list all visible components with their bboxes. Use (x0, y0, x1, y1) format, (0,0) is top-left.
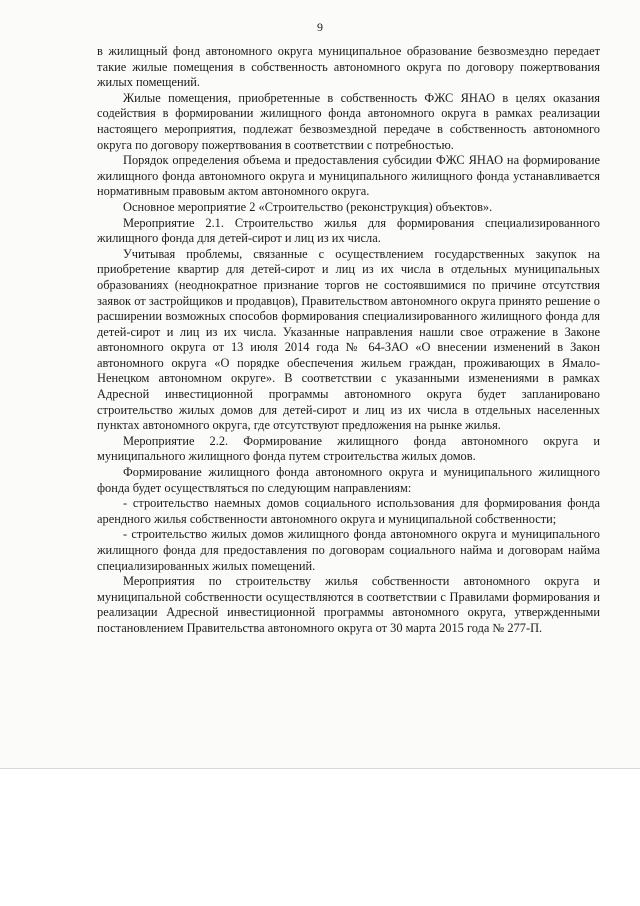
list-item-rental-housing: - строительство наемных домов социального использования для формирования фонда арендного жилья собственности автономного округа и муниципальной собственности; (97, 496, 600, 526)
blank-area (0, 769, 640, 906)
paragraph-housing-transfer: Жилые помещения, приобретенные в собственность ФЖС ЯНАО в целях оказания содействия в формировании жилищного фонда автономного округа в рамках реализации настоящего мероприятия, подлежат безвозмездной передаче в собственность автономного округа по договору пожертвования в соответствии с потребностью. (97, 90, 600, 152)
paragraph-directions-intro: Формирование жилищного фонда автономного округа и муниципального жилищного фонда будет осуществляться по следующим направлениям: (97, 465, 600, 495)
page-body (97, 44, 600, 637)
list-item-social-housing: - строительство жилых домов жилищного фонда автономного округа и муниципального жилищного фонда для предоставления по договорам социального найма и договорам найма специализированных жилых помещений. (97, 527, 600, 573)
paragraph-continuation: в жилищный фонд автономного округа муниципальное образование безвозмездно передает такие жилые помещения в собственность автономного округа по договору пожертвования жилых помещений. (97, 44, 600, 90)
paragraph-procurement-problems: Учитывая проблемы, связанные с осуществлением государственных закупок на приобретение квартир для детей-сирот и лиц из их числа в отдельных муниципальных образованиях (неоднократное признание торгов не состоявшимися по причине отсутствия заявок от застройщиков и продавцов), Правительством автономного округа принято решение о расширении возможных способов формирования специализированного жилищного фонда для детей-сирот и лиц из их числа. Указанные направления нашли свое отражение в Законе автономного округа от 13 июля 2014 года № 64-ЗАО «О внесении изменений в Закон автономного округа «О порядке обеспечения жильем граждан, проживающих в Ямало-Ненецком автономном округе». В соответствии с указанными изменениями в рамках Адресной инвестиционной программы автономного округа будет запланировано строительство жилых домов для детей-сирот и лиц из их числа в отдельных населенных пунктах автономного округа, где отсутствуют предложения на рынке жилья. (97, 246, 600, 433)
heading-main-activity-2: Основное мероприятие 2 «Строительство (реконструкция) объектов». (123, 199, 493, 214)
page-number: 9 (317, 20, 323, 34)
heading-activity-2-1: Мероприятие 2.1. Строительство жилья для формирования специализированного жилищного фонда для детей-сирот и лиц из их числа. (97, 215, 600, 246)
paragraph-subsidy-procedure: Порядок определения объема и предоставления субсидии ФЖС ЯНАО на формирование жилищного фонда автономного округа и муниципального жилищного фонда устанавливается нормативным правовым актом автономного округа. (97, 153, 600, 199)
paragraph-investment-program: Мероприятия по строительству жилья собственности автономного округа и муниципальной собственности осуществляются в соответствии с Правилами формирования и реализации Адресной инвестиционной программы автономного округа, утвержденными постановлением Правительства автономного округа от 30 марта 2015 года № 277-П. (97, 574, 600, 635)
heading-activity-2-2: Мероприятие 2.2. Формирование жилищного фонда автономного округа и муниципального жилищного фонда путем строительства жилых домов. (97, 433, 600, 464)
